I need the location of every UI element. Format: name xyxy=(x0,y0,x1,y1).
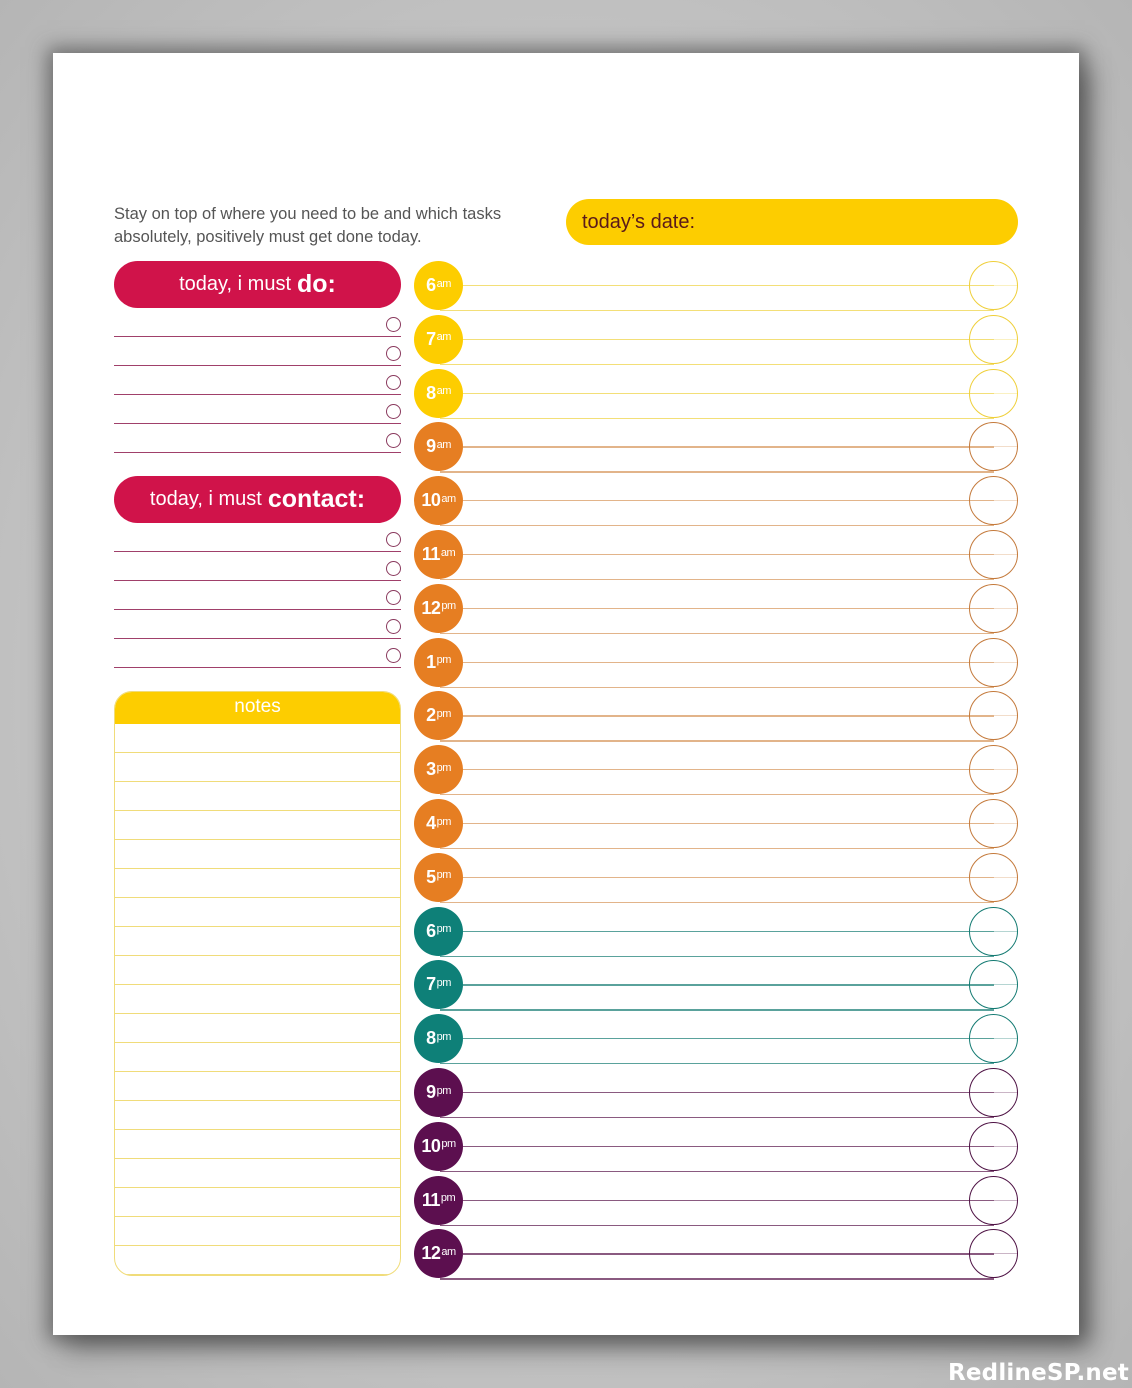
hour-entry-line[interactable] xyxy=(463,1253,994,1254)
hour-divider xyxy=(440,310,994,311)
intro-text: Stay on top of where you need to be and which tasks absolutely, positively must get done today. xyxy=(114,205,502,246)
hour-row-12pm[interactable] xyxy=(414,583,1018,637)
hour-number: 10 xyxy=(421,1135,441,1156)
checkbox-circle-icon[interactable] xyxy=(386,590,401,605)
hour-period: pm xyxy=(440,1192,456,1205)
hour-divider xyxy=(440,1171,994,1172)
contact-section-header xyxy=(114,476,401,523)
hour-check-circle-icon[interactable] xyxy=(969,1176,1018,1225)
do-header-keyword: do: xyxy=(297,270,336,298)
hour-divider xyxy=(440,525,994,526)
hour-row-4pm[interactable] xyxy=(414,798,1018,852)
hour-check-circle-icon[interactable] xyxy=(969,1014,1018,1063)
hour-divider xyxy=(440,794,994,795)
hour-number: 2 xyxy=(426,705,436,726)
hour-check-circle-icon[interactable] xyxy=(969,261,1018,310)
hour-row-2pm[interactable] xyxy=(414,690,1018,744)
hour-period: pm xyxy=(441,600,456,613)
notes-line[interactable] xyxy=(115,811,400,840)
do-item[interactable] xyxy=(114,308,401,337)
hour-row-11am[interactable] xyxy=(414,529,1018,583)
hour-entry-line[interactable] xyxy=(463,1200,994,1201)
hour-badge xyxy=(414,1122,463,1171)
hour-row-1pm[interactable] xyxy=(414,637,1018,691)
hour-period: pm xyxy=(436,1030,451,1043)
notes-line[interactable] xyxy=(115,1130,400,1159)
hour-row-9am[interactable] xyxy=(414,421,1018,475)
notes-line[interactable] xyxy=(115,1101,400,1130)
hour-number: 6 xyxy=(426,920,436,941)
hour-entry-line[interactable] xyxy=(463,393,994,394)
hour-check-circle-icon[interactable] xyxy=(969,530,1018,579)
checkbox-circle-icon[interactable] xyxy=(386,317,401,332)
hour-entry-line[interactable] xyxy=(463,446,994,447)
hour-badge xyxy=(414,745,463,794)
hour-badge xyxy=(414,1176,463,1225)
hour-divider xyxy=(440,687,994,688)
hour-number: 5 xyxy=(426,866,436,887)
date-field[interactable] xyxy=(566,199,1018,245)
hour-divider xyxy=(440,740,994,741)
notes-line[interactable] xyxy=(115,1246,400,1275)
planner-page xyxy=(53,53,1079,1335)
hour-entry-line[interactable] xyxy=(463,984,994,985)
hour-badge xyxy=(414,369,463,418)
hour-number: 8 xyxy=(426,382,436,403)
hour-row-8am[interactable] xyxy=(414,368,1018,422)
hour-check-circle-icon[interactable] xyxy=(969,1229,1018,1278)
checkbox-circle-icon[interactable] xyxy=(386,346,401,361)
hour-row-10pm[interactable] xyxy=(414,1121,1018,1175)
do-list xyxy=(114,308,401,453)
hour-row-10am[interactable] xyxy=(414,475,1018,529)
hour-row-11pm[interactable] xyxy=(414,1175,1018,1229)
hour-number: 12 xyxy=(421,597,441,618)
hour-period: am xyxy=(440,546,456,559)
hour-badge xyxy=(414,907,463,956)
date-label: today’s date: xyxy=(582,210,696,233)
hour-divider xyxy=(440,579,994,580)
hour-badge xyxy=(414,1014,463,1063)
hour-badge xyxy=(414,1229,463,1278)
contact-header-keyword: contact: xyxy=(267,485,366,513)
checkbox-circle-icon[interactable] xyxy=(386,561,401,576)
hour-row-6pm[interactable] xyxy=(414,906,1018,960)
hour-entry-line[interactable] xyxy=(463,1146,994,1147)
hour-row-7am[interactable] xyxy=(414,314,1018,368)
hour-badge xyxy=(414,315,463,364)
hour-check-circle-icon[interactable] xyxy=(969,691,1018,740)
watermark: RedlineSP.net xyxy=(947,1360,1129,1386)
notes-title: notes xyxy=(115,692,400,724)
hour-badge xyxy=(414,799,463,848)
hour-period: am xyxy=(441,492,456,505)
contact-item[interactable] xyxy=(114,610,401,639)
do-item[interactable] xyxy=(114,337,401,366)
hour-entry-line[interactable] xyxy=(463,877,994,878)
hour-entry-line[interactable] xyxy=(463,769,994,770)
notes-lines[interactable] xyxy=(115,724,400,1275)
hour-badge xyxy=(414,422,463,471)
notes-line[interactable] xyxy=(115,1188,400,1217)
hour-period: pm xyxy=(436,761,451,774)
hour-divider xyxy=(440,364,994,365)
notes-line[interactable] xyxy=(115,1159,400,1188)
hour-period: am xyxy=(436,438,451,451)
notes-line[interactable] xyxy=(115,1072,400,1101)
hour-check-circle-icon[interactable] xyxy=(969,1122,1018,1171)
hour-number: 12 xyxy=(421,1243,441,1264)
notes-line[interactable] xyxy=(115,782,400,811)
hour-period: pm xyxy=(436,1084,451,1097)
hour-badge xyxy=(414,638,463,687)
hour-check-circle-icon[interactable] xyxy=(969,907,1018,956)
hour-divider xyxy=(440,1225,994,1226)
hour-entry-line[interactable] xyxy=(463,1038,994,1039)
hour-divider xyxy=(440,1117,994,1118)
notes-line[interactable] xyxy=(115,1014,400,1043)
hour-period: pm xyxy=(436,654,451,667)
hour-badge xyxy=(414,530,463,579)
checkbox-circle-icon[interactable] xyxy=(386,375,401,390)
hour-period: pm xyxy=(441,1138,456,1151)
hour-badge xyxy=(414,853,463,902)
notes-box xyxy=(114,691,401,1276)
notes-line[interactable] xyxy=(115,1043,400,1072)
hour-divider xyxy=(440,1278,994,1279)
hour-check-circle-icon[interactable] xyxy=(969,315,1018,364)
hour-number: 10 xyxy=(421,490,441,511)
notes-line[interactable] xyxy=(115,956,400,985)
hour-divider xyxy=(440,956,994,957)
hour-badge xyxy=(414,584,463,633)
hour-check-circle-icon[interactable] xyxy=(969,422,1018,471)
hour-check-circle-icon[interactable] xyxy=(969,584,1018,633)
do-item[interactable] xyxy=(114,424,401,453)
notes-line[interactable] xyxy=(115,869,400,898)
hour-check-circle-icon[interactable] xyxy=(969,1068,1018,1117)
hour-number: 4 xyxy=(426,813,436,833)
contact-item[interactable] xyxy=(114,552,401,581)
hour-check-circle-icon[interactable] xyxy=(969,853,1018,902)
hour-divider xyxy=(440,848,994,849)
contact-item[interactable] xyxy=(114,581,401,610)
checkbox-circle-icon[interactable] xyxy=(386,404,401,419)
notes-line[interactable] xyxy=(115,927,400,956)
hour-number: 7 xyxy=(426,328,436,349)
hour-period: am xyxy=(436,331,451,344)
hour-badge xyxy=(414,261,463,310)
hour-entry-line[interactable] xyxy=(463,339,994,340)
notes-line[interactable] xyxy=(115,898,400,927)
hour-entry-line[interactable] xyxy=(463,931,994,932)
hour-entry-line[interactable] xyxy=(463,823,994,824)
hour-check-circle-icon[interactable] xyxy=(969,745,1018,794)
hour-divider xyxy=(440,1063,994,1064)
hour-badge xyxy=(414,960,463,1009)
hour-divider xyxy=(440,471,994,472)
hour-row-3pm[interactable] xyxy=(414,744,1018,798)
hour-period: am xyxy=(441,1245,456,1258)
checkbox-circle-icon[interactable] xyxy=(386,532,401,547)
notes-line[interactable] xyxy=(115,753,400,782)
notes-line[interactable] xyxy=(115,840,400,869)
hour-badge xyxy=(414,1068,463,1117)
hour-badge xyxy=(414,476,463,525)
hour-check-circle-icon[interactable] xyxy=(969,638,1018,687)
hour-divider xyxy=(440,902,994,903)
hour-row-12am[interactable] xyxy=(414,1228,1018,1282)
hour-entry-line[interactable] xyxy=(463,608,994,609)
hour-number: 8 xyxy=(426,1028,436,1049)
checkbox-circle-icon[interactable] xyxy=(386,433,401,448)
hour-check-circle-icon[interactable] xyxy=(969,960,1018,1009)
hour-check-circle-icon[interactable] xyxy=(969,369,1018,418)
hour-entry-line[interactable] xyxy=(463,554,994,555)
hour-divider xyxy=(440,1009,994,1010)
hour-period: am xyxy=(436,385,451,398)
notes-line[interactable] xyxy=(115,724,400,753)
do-item[interactable] xyxy=(114,366,401,395)
hour-period: pm xyxy=(436,869,451,882)
checkbox-circle-icon[interactable] xyxy=(386,648,401,663)
hour-check-circle-icon[interactable] xyxy=(969,476,1018,525)
hour-row-5pm[interactable] xyxy=(414,852,1018,906)
checkbox-circle-icon[interactable] xyxy=(386,619,401,634)
hour-period: am xyxy=(436,277,451,290)
hour-entry-line[interactable] xyxy=(463,662,994,663)
hour-entry-line[interactable] xyxy=(463,285,994,286)
hour-number: 6 xyxy=(426,275,436,295)
hour-number: 7 xyxy=(426,974,436,995)
hour-row-8pm[interactable] xyxy=(414,1013,1018,1067)
contact-item[interactable] xyxy=(114,523,401,552)
hour-number: 9 xyxy=(426,1082,436,1102)
hour-badge xyxy=(414,691,463,740)
hour-period: pm xyxy=(436,707,451,720)
hour-period: pm xyxy=(436,976,451,989)
hour-row-7pm[interactable] xyxy=(414,959,1018,1013)
hour-number: 3 xyxy=(426,759,436,780)
hour-entry-line[interactable] xyxy=(463,500,994,501)
notes-line[interactable] xyxy=(115,985,400,1014)
do-section-header xyxy=(114,261,401,308)
hour-number: 11 xyxy=(421,1189,440,1210)
contact-header-prefix: today, i must xyxy=(149,488,262,510)
hour-check-circle-icon[interactable] xyxy=(969,799,1018,848)
hour-row-6am[interactable] xyxy=(414,260,1018,314)
hour-period: pm xyxy=(436,923,451,936)
hour-number: 11 xyxy=(421,544,440,564)
hour-row-9pm[interactable] xyxy=(414,1067,1018,1121)
do-item[interactable] xyxy=(114,395,401,424)
hour-divider xyxy=(440,633,994,634)
hour-period: pm xyxy=(436,815,451,828)
contact-item[interactable] xyxy=(114,639,401,668)
do-header-prefix: today, i must xyxy=(179,273,292,295)
hour-entry-line[interactable] xyxy=(463,715,994,716)
notes-line[interactable] xyxy=(115,1217,400,1246)
contact-list xyxy=(114,523,401,668)
hour-entry-line[interactable] xyxy=(463,1092,994,1093)
hour-number: 9 xyxy=(426,436,436,457)
hour-divider xyxy=(440,418,994,419)
hour-number: 1 xyxy=(426,651,436,672)
